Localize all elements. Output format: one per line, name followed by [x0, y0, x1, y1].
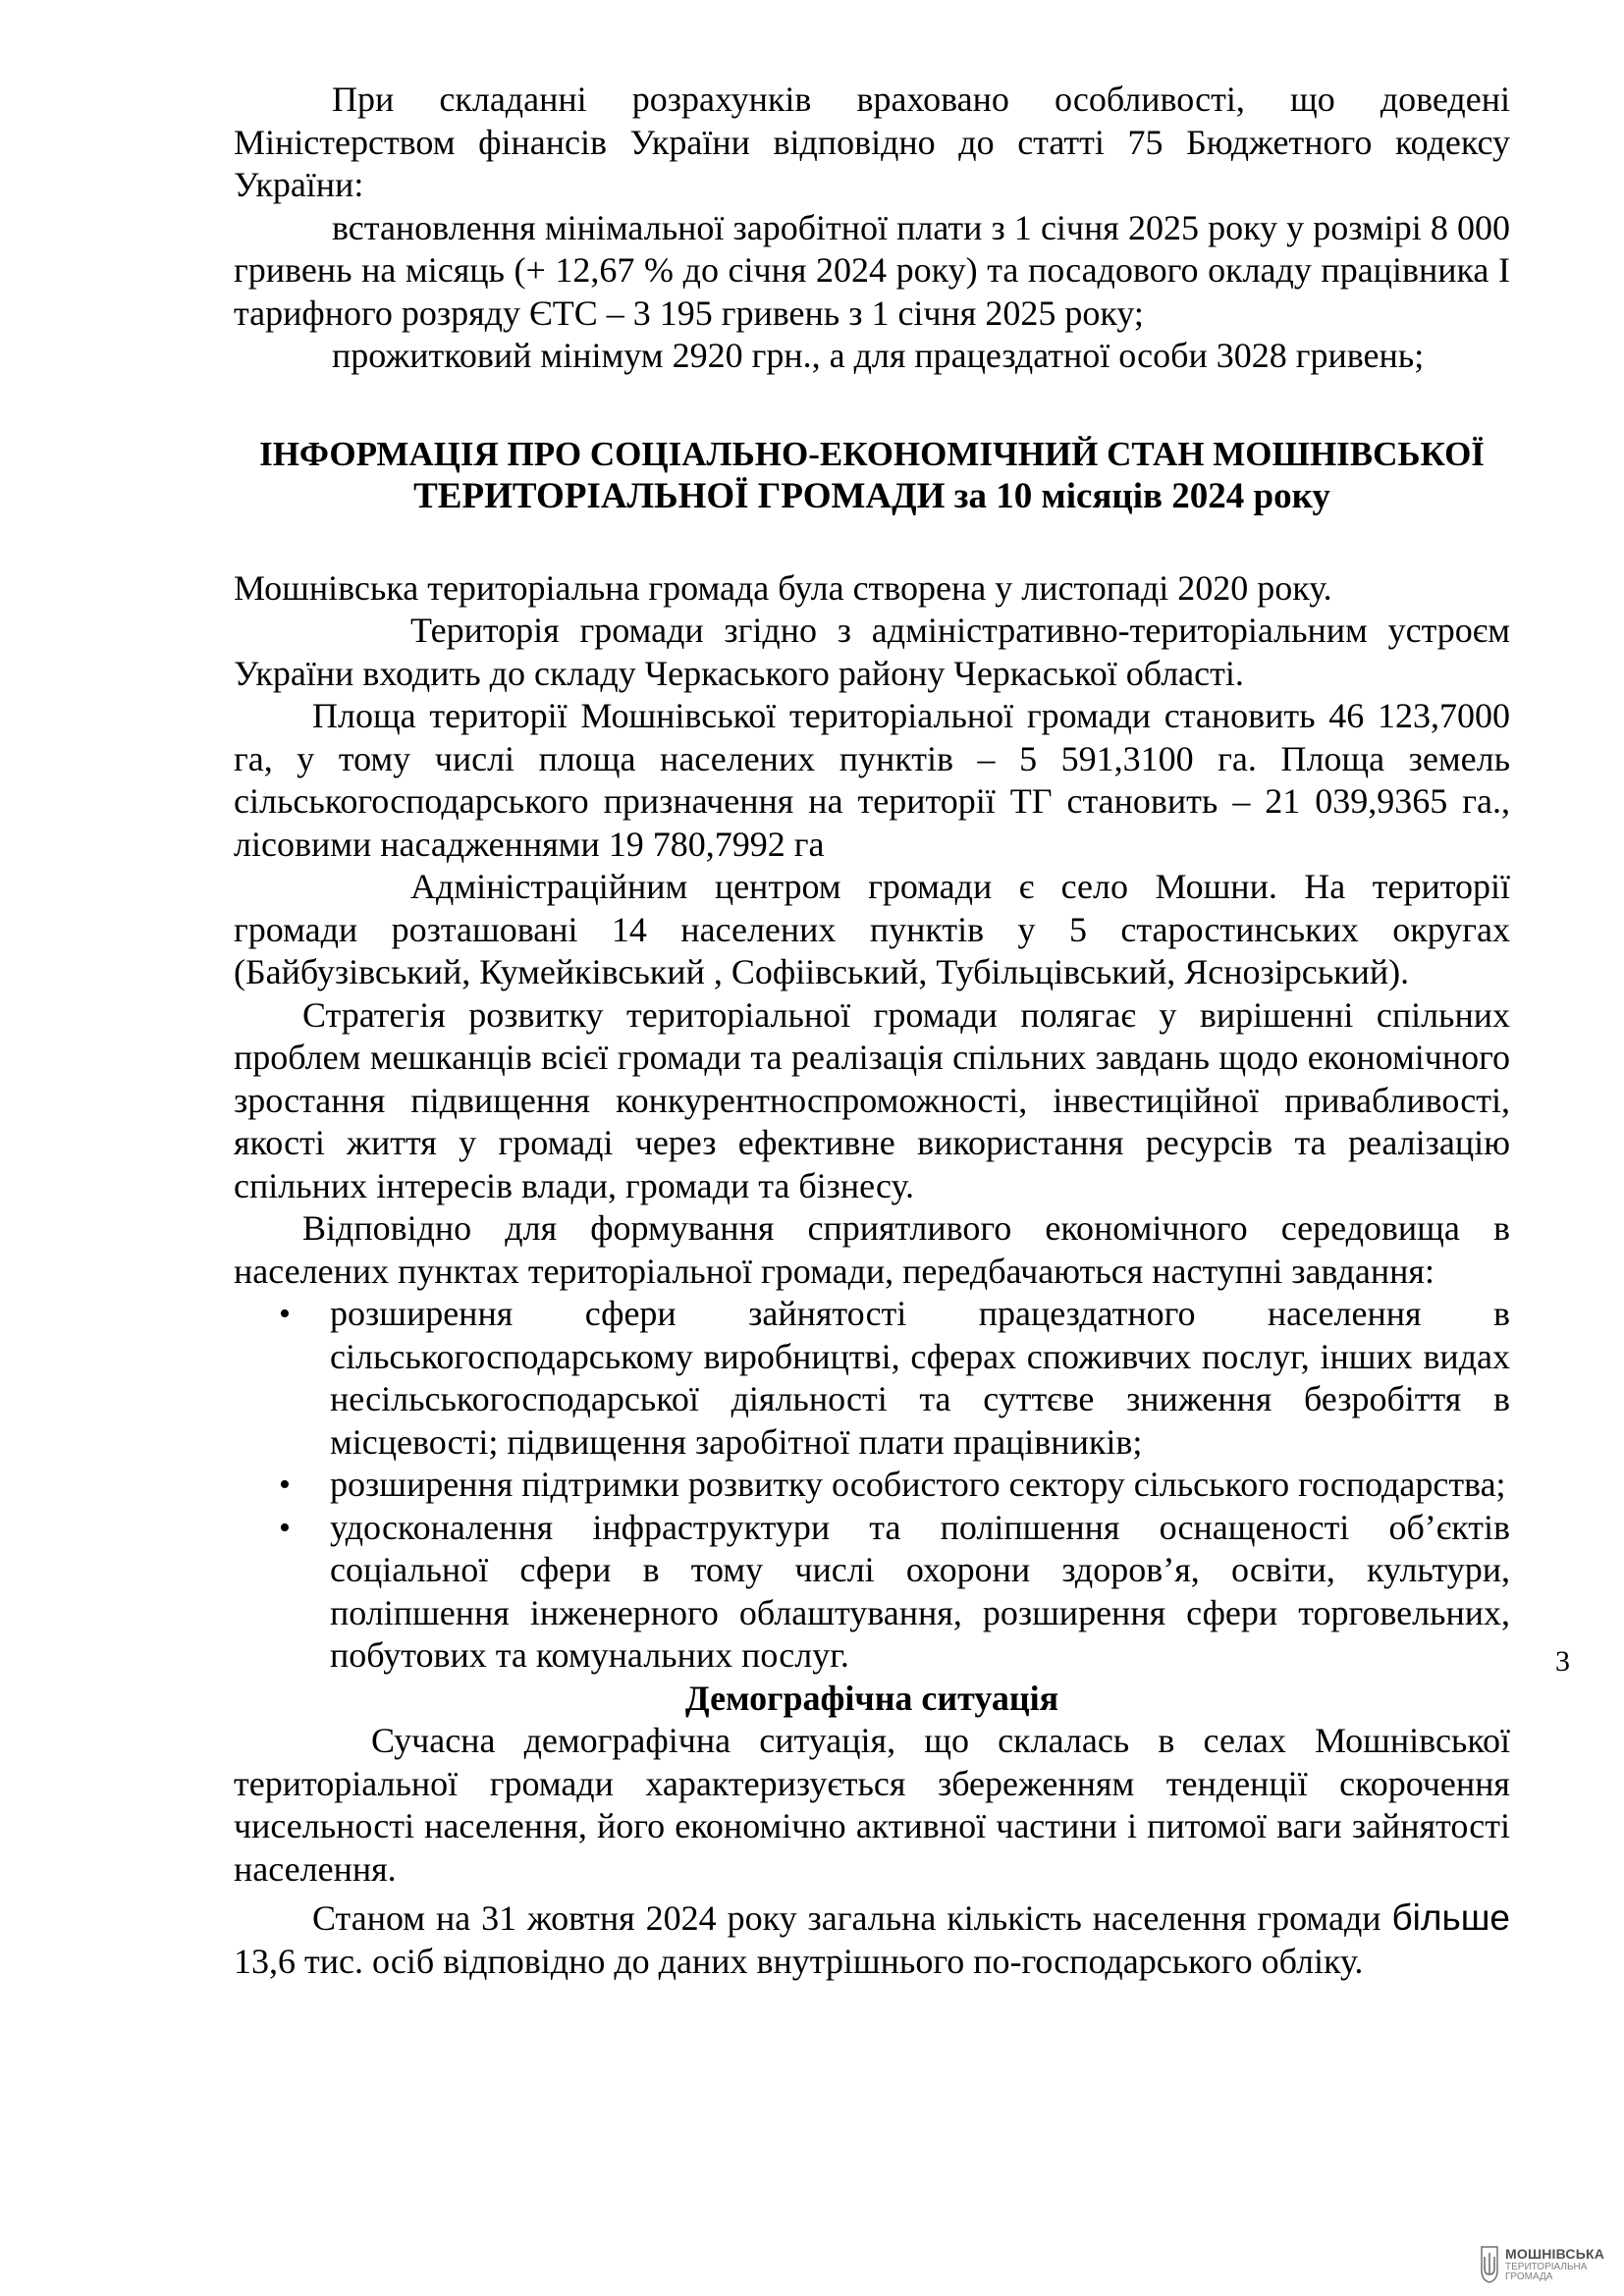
body-paragraph: Мошнівська територіальна громада була створена у листопаді 2020 року. [234, 567, 1332, 608]
bullet-icon: • [279, 1296, 291, 1332]
trident-icon [1479, 2245, 1500, 2284]
logo-text [1505, 2247, 1604, 2282]
title-line-2: ТЕРИТОРІАЛЬНОЇ ГРОМАДИ за 10 місяців 2024 року [413, 476, 1330, 516]
list-item-text: розширення підтримки розвитку особистого сектору сільського господарства; [330, 1465, 1506, 1504]
spacer [234, 518, 1510, 567]
task-list [234, 1293, 1510, 1678]
list-item-text: удосконалення інфраструктури та поліпшення оснащеності об’єктів соціальної сфери в тому числі охорони здоров’я, освіти, культури, поліпшення інженерного облаштування, розширення сфери торговельних, побутових та комунальних послуг. [330, 1507, 1510, 1675]
body-paragraph: Відповідно для формування сприятливого економічного середовища в населених пунктах територіальної громади, передбачаються наступні завдання: [234, 1208, 1510, 1291]
logo-subtitle: ТЕРИТОРІАЛЬНА [1505, 2262, 1588, 2272]
body-paragraph: Сучасна демографічна ситуація, що склалась в селах Мошнівської територіальної громади характеризується збереженням тенденції скорочення чисельності населення, його економічно активної частини і питомої ваги зайнятості населення. [234, 1721, 1510, 1889]
page-number: 3 [1555, 1645, 1570, 1678]
body-paragraph: Стратегія розвитку територіальної громади полягає у вирішенні спільних проблем мешканців всієї громади та реалізація спільних завдань щодо економічного зростання підвищення конкурентноспроможності, інвестиційної привабливості, якості життя у громаді через ефективне використання ресурсів та реалізацію спільних інтересів влади, громади та бізнесу. [234, 994, 1510, 1205]
intro-paragraph: встановлення мінімальної заробітної плати з 1 січня 2025 року у розмірі 8 000 гривень на місяць (+ 12,67 % до січня 2024 року) та посадового окладу працівника І тарифного розряду ЄТС – 3 195 гривень з 1 січня 2025 року; [234, 207, 1510, 333]
body-paragraph: Територія громади згідно з адміністративно-територіальним устроєм України входить до складу Черкаського району Черкаської області. [234, 611, 1510, 693]
list-item-text: розширення сфери зайнятості працездатного населення в сільськогосподарському виробництві, сферах споживчих послуг, інших видах несільськогосподарської діяльності та суттєве зниження безробіття в місцевості; підвищення заробітної плати працівників; [330, 1294, 1510, 1462]
list-item [234, 1293, 1510, 1464]
logo-title: МОШНІВСЬКА [1505, 2246, 1605, 2262]
population-text-end: 13,6 тис. осіб відповідно до даних внутрішнього по-господарського обліку. [234, 1941, 1364, 1981]
section-title: Демографічна ситуація [684, 1678, 1059, 1718]
population-text-start: Станом на 31 жовтня 2024 року загальна кількість населення громади [312, 1898, 1381, 1938]
intro-paragraph: При складанні розрахунків враховано особливості, що доведені Міністерством фінансів України відповідно до статті 75 Бюджетного кодексу України: [234, 80, 1510, 204]
population-emphasis: більше [1391, 1897, 1511, 1938]
intro-paragraph: прожитковий мінімум 2920 грн., а для працездатної особи 3028 гривень; [332, 336, 1425, 375]
body-paragraph [234, 1896, 1510, 1983]
logo-subtitle: ГРОМАДА [1505, 2271, 1553, 2282]
document-body [234, 79, 1510, 1983]
community-logo [1479, 2241, 1616, 2288]
bullet-icon: • [279, 1509, 291, 1546]
page-title [234, 433, 1510, 518]
spacer [234, 378, 1510, 433]
body-paragraph: Адміністраційним центром громади є село Мошни. На території громади розташовані 14 населених пунктів у 5 старостинських округах (Байбузівський, Кумейківський , Софіівський, Тубільцівський, Яснозірський). [234, 867, 1510, 991]
list-item [234, 1464, 1510, 1507]
bullet-icon: • [279, 1467, 291, 1503]
list-item [234, 1507, 1510, 1678]
body-paragraph: Площа території Мошнівської територіальної громади становить 46 123,7000 га, у тому числі площа населених пунктів – 5 591,3100 га. Площа земель сільськогосподарського призначення на території ТГ становить – 21 039,9365 га., лісовими насадженнями 19 780,7992 га [234, 696, 1510, 864]
title-line-1: ІНФОРМАЦІЯ ПРО СОЦІАЛЬНО-ЕКОНОМІЧНИЙ СТАН МОШНІВСЬКОЇ [259, 434, 1485, 473]
